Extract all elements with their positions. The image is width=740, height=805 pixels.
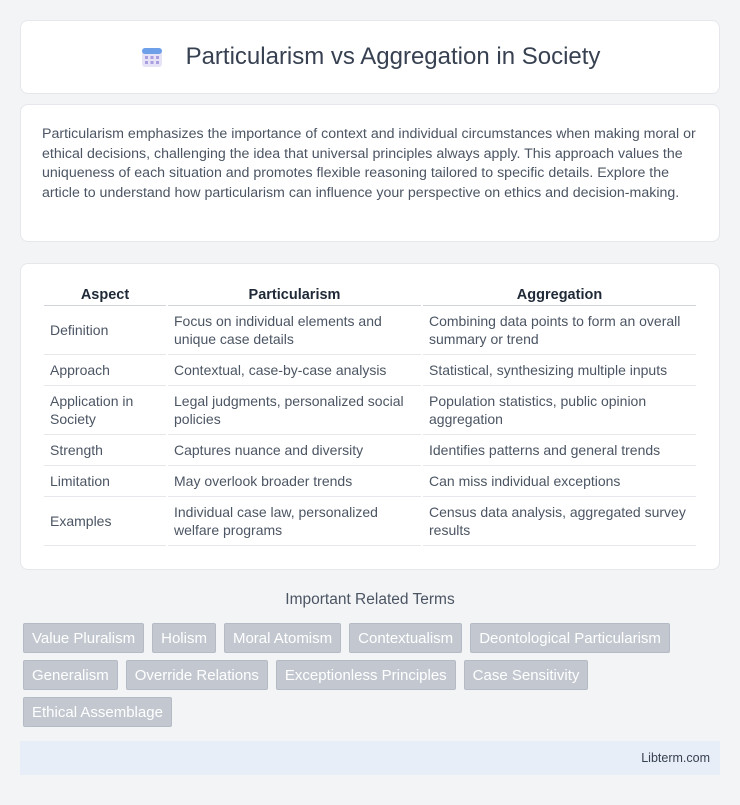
related-term-tag[interactable]: Case Sensitivity: [464, 660, 589, 690]
aggregation-cell: Census data analysis, aggregated survey results: [423, 497, 696, 546]
aspect-cell: Application in Society: [44, 386, 166, 435]
column-header-particularism: Particularism: [168, 284, 421, 306]
comparison-table: [42, 284, 698, 546]
column-header-aggregation: Aggregation: [423, 284, 696, 306]
related-terms-list: [23, 623, 723, 727]
intro-text: Particularism emphasizes the importance of context and individual circumstances when making moral or ethical decisions, challenging the idea that universal principles always apply. This approach values the uniqueness of each situation and promotes flexible reasoning tailored to specific details. Explore the article to understand how particularism can influence your perspective on ethics and decision-making.: [42, 126, 696, 201]
aggregation-cell: Can miss individual exceptions: [423, 466, 696, 497]
calendar-icon: [140, 45, 164, 69]
particularism-cell: Legal judgments, personalized social policies: [168, 386, 421, 435]
column-header-aspect: Aspect: [44, 284, 166, 306]
footer: [20, 741, 720, 775]
particularism-cell: Focus on individual elements and unique case details: [168, 306, 421, 355]
particularism-cell: Individual case law, personalized welfare programs: [168, 497, 421, 546]
aspect-cell: Definition: [44, 306, 166, 355]
table-row: [44, 306, 696, 355]
table-row: [44, 466, 696, 497]
related-term-tag[interactable]: Override Relations: [126, 660, 268, 690]
footer-site-link[interactable]: Libterm.com: [641, 751, 710, 765]
aggregation-cell: Population statistics, public opinion aggregation: [423, 386, 696, 435]
related-term-tag[interactable]: Holism: [152, 623, 216, 653]
aspect-cell: Examples: [44, 497, 166, 546]
aspect-cell: Limitation: [44, 466, 166, 497]
table-row: [44, 355, 696, 386]
table-row: [44, 435, 696, 466]
table-row: [44, 497, 696, 546]
intro-card: [20, 104, 720, 242]
header-card: [20, 20, 720, 94]
table-header-row: [44, 284, 696, 306]
aspect-cell: Strength: [44, 435, 166, 466]
aggregation-cell: Identifies patterns and general trends: [423, 435, 696, 466]
comparison-table-card: [20, 263, 720, 570]
related-term-tag[interactable]: Ethical Assemblage: [23, 697, 172, 727]
particularism-cell: May overlook broader trends: [168, 466, 421, 497]
related-terms-title: Important Related Terms: [285, 591, 455, 608]
particularism-cell: Captures nuance and diversity: [168, 435, 421, 466]
related-term-tag[interactable]: Value Pluralism: [23, 623, 144, 653]
table-row: [44, 386, 696, 435]
related-term-tag[interactable]: Deontological Particularism: [470, 623, 670, 653]
related-term-tag[interactable]: Contextualism: [349, 623, 462, 653]
particularism-cell: Contextual, case-by-case analysis: [168, 355, 421, 386]
related-term-tag[interactable]: Exceptionless Principles: [276, 660, 456, 690]
page-title: Particularism vs Aggregation in Society: [185, 43, 601, 70]
aggregation-cell: Statistical, synthesizing multiple inputs: [423, 355, 696, 386]
related-term-tag[interactable]: Moral Atomism: [224, 623, 341, 653]
aggregation-cell: Combining data points to form an overall summary or trend: [423, 306, 696, 355]
related-term-tag[interactable]: Generalism: [23, 660, 118, 690]
aspect-cell: Approach: [44, 355, 166, 386]
